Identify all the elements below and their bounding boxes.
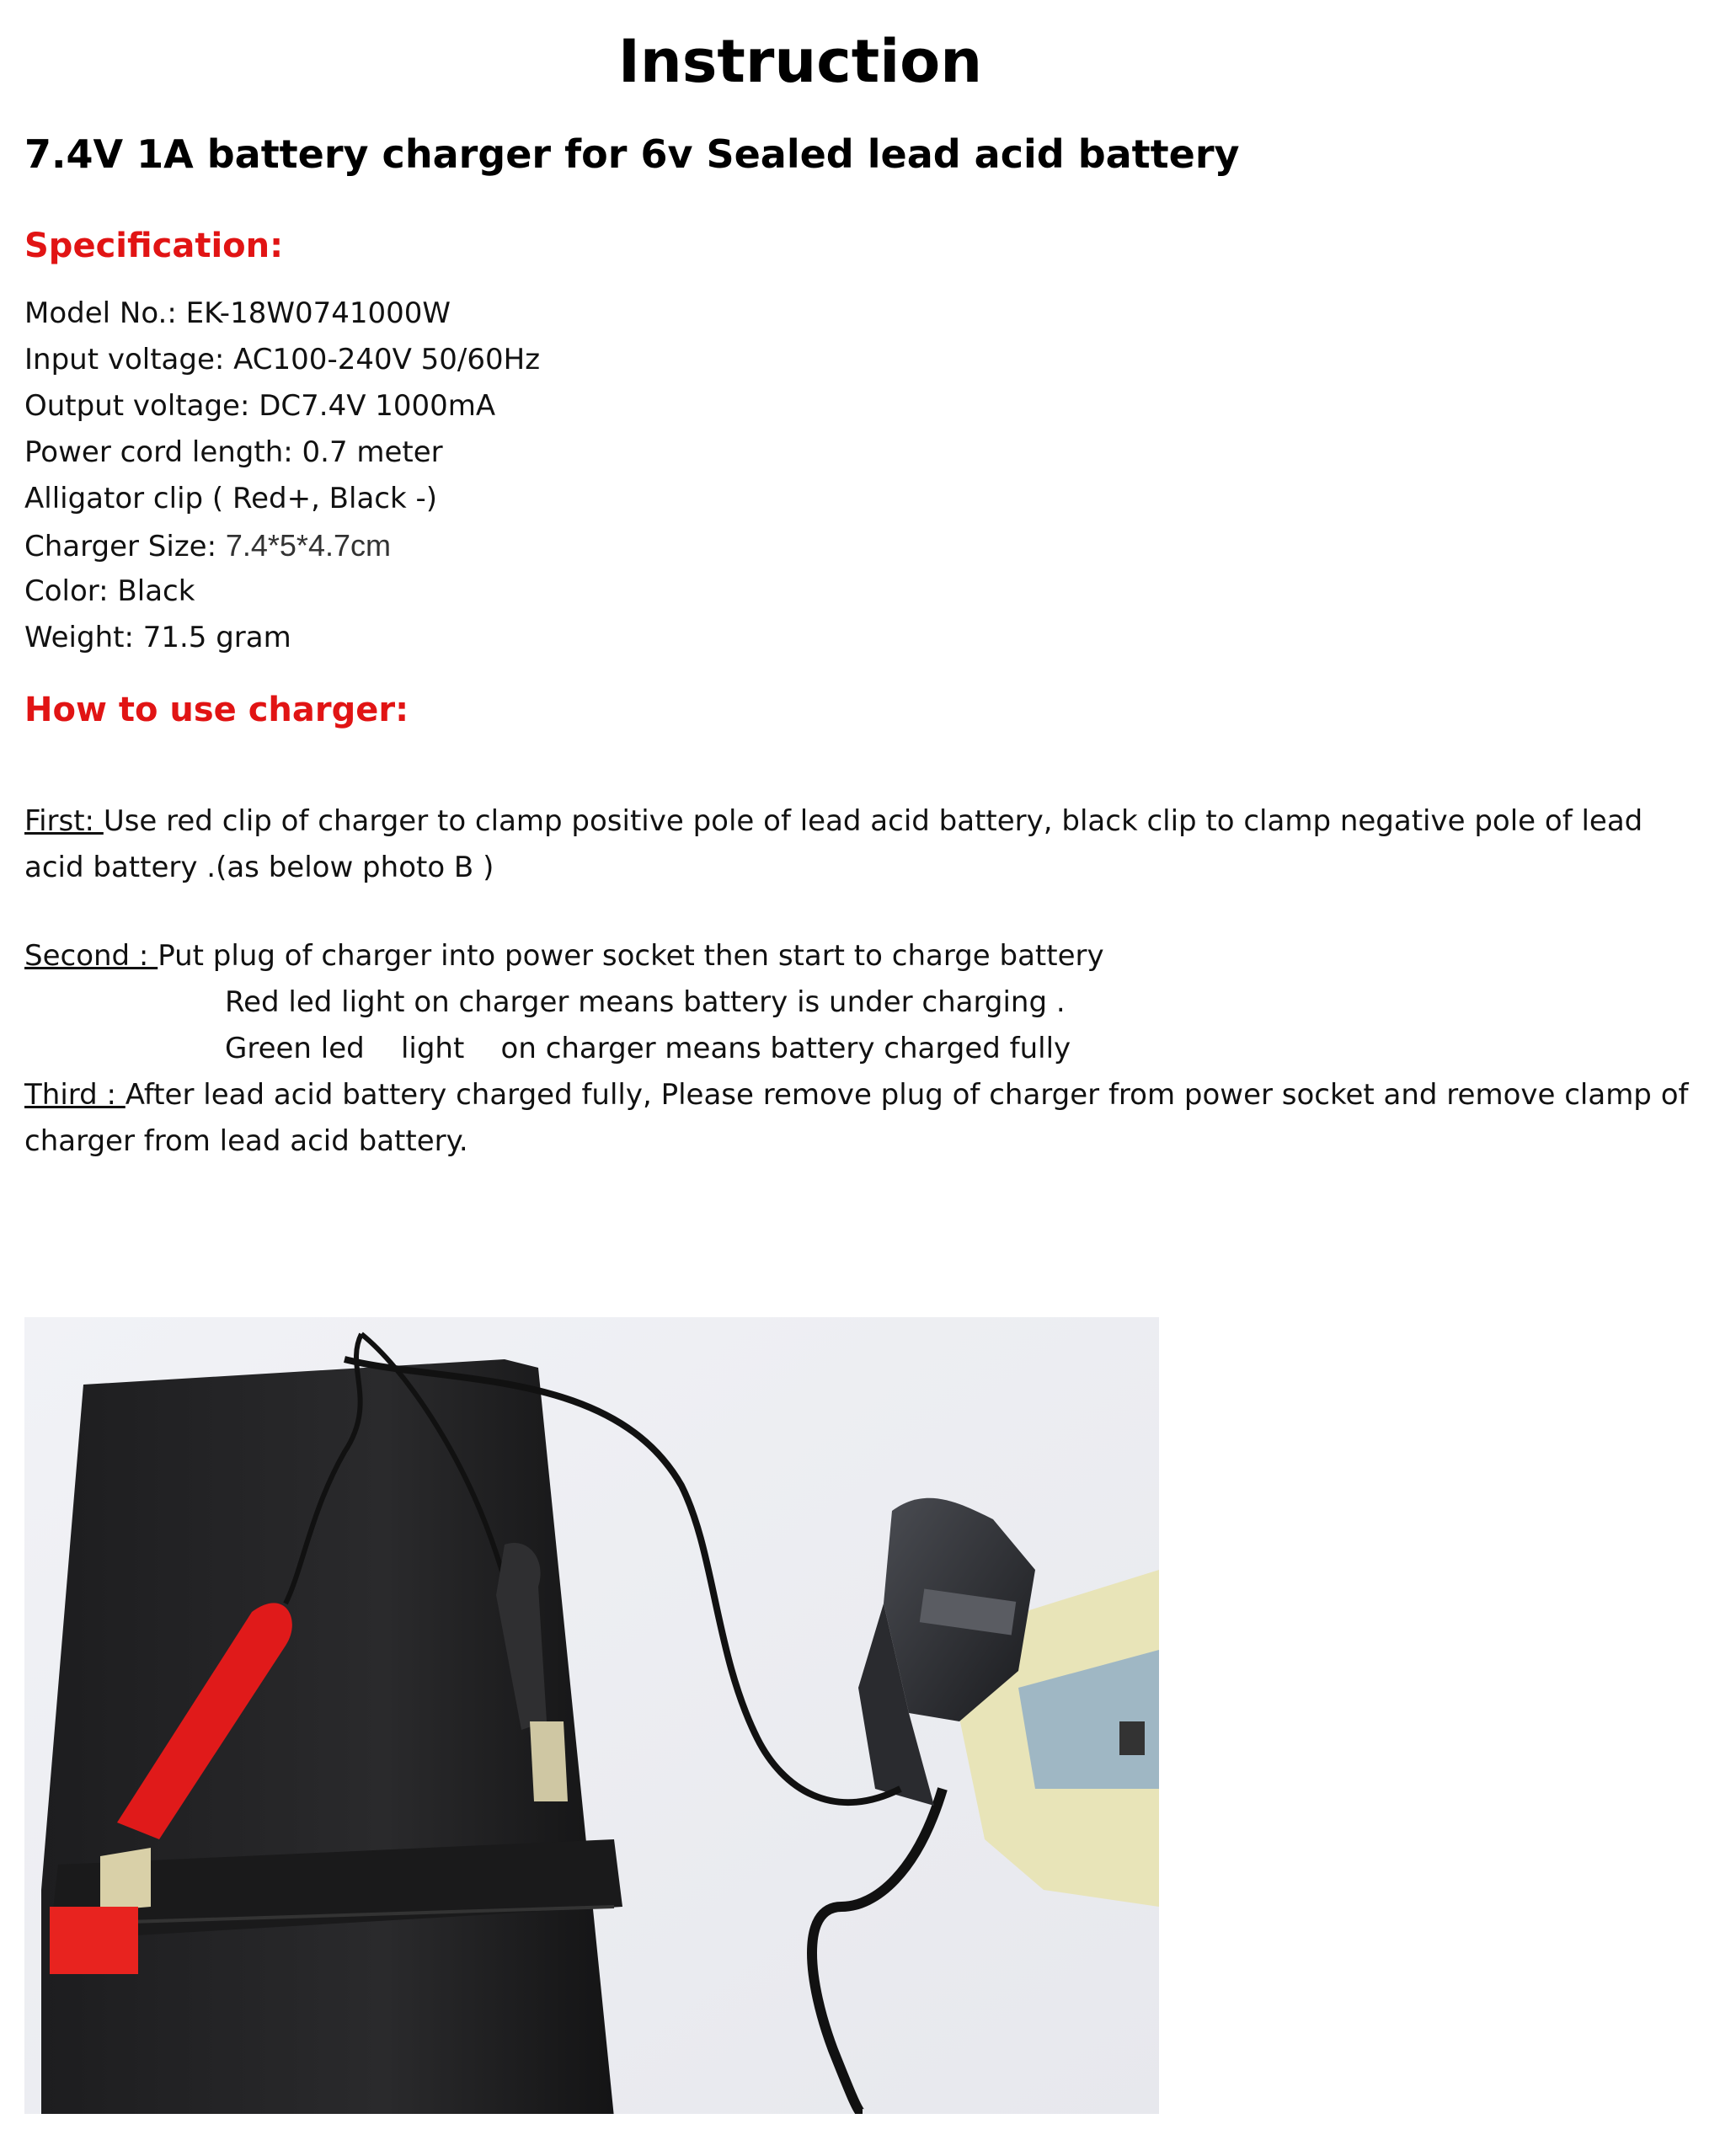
step-first-text: Use red clip of charger to clamp positive pole of lead acid battery, black clip to clamp negative pole of lead acid battery .(as below photo B ) bbox=[24, 804, 1643, 884]
spec-color: Color: Black bbox=[24, 574, 195, 608]
battery-charger-photo bbox=[24, 1317, 1159, 2114]
spec-weight: Weight: 71.5 gram bbox=[24, 621, 291, 654]
product-subtitle: 7.4V 1A battery charger for 6v Sealed lead acid battery bbox=[24, 131, 1240, 177]
step-second-text: Put plug of charger into power socket then start to charge battery bbox=[158, 939, 1104, 973]
spec-input-voltage: Input voltage: AC100-240V 50/60Hz bbox=[24, 343, 541, 376]
step-third bbox=[24, 1072, 1701, 1165]
step-first bbox=[24, 798, 1701, 891]
step-third-label: Third : bbox=[24, 1078, 126, 1112]
how-to-use-heading: How to use charger: bbox=[24, 691, 409, 729]
step-third-text: After lead acid battery charged fully, Please remove plug of charger from power socket and remove clamp of charger from lead acid battery. bbox=[24, 1078, 1689, 1158]
spec-alligator-clip: Alligator clip ( Red+, Black -) bbox=[24, 482, 438, 515]
specification-heading: Specification: bbox=[24, 227, 284, 265]
spec-output-voltage: Output voltage: DC7.4V 1000mA bbox=[24, 389, 496, 423]
page-title: Instruction bbox=[617, 27, 983, 96]
spec-model: Model No.: EK-18W0741000W bbox=[24, 296, 451, 330]
step-second-red-led: Red led light on charger means battery is under charging . bbox=[225, 985, 1066, 1019]
spec-size-value: 7.4*5*4.7cm bbox=[225, 528, 391, 563]
spec-cord-length: Power cord length: 0.7 meter bbox=[24, 435, 443, 469]
step-first-label: First: bbox=[24, 804, 104, 838]
spec-charger-size bbox=[24, 522, 540, 568]
step-second-label: Second : bbox=[24, 939, 158, 973]
step-second-green-led: Green led light on charger means battery charged fully bbox=[225, 1032, 1071, 1065]
specification-list bbox=[24, 291, 540, 661]
step-second bbox=[24, 933, 1701, 979]
spec-size-label: Charger Size: bbox=[24, 530, 226, 563]
